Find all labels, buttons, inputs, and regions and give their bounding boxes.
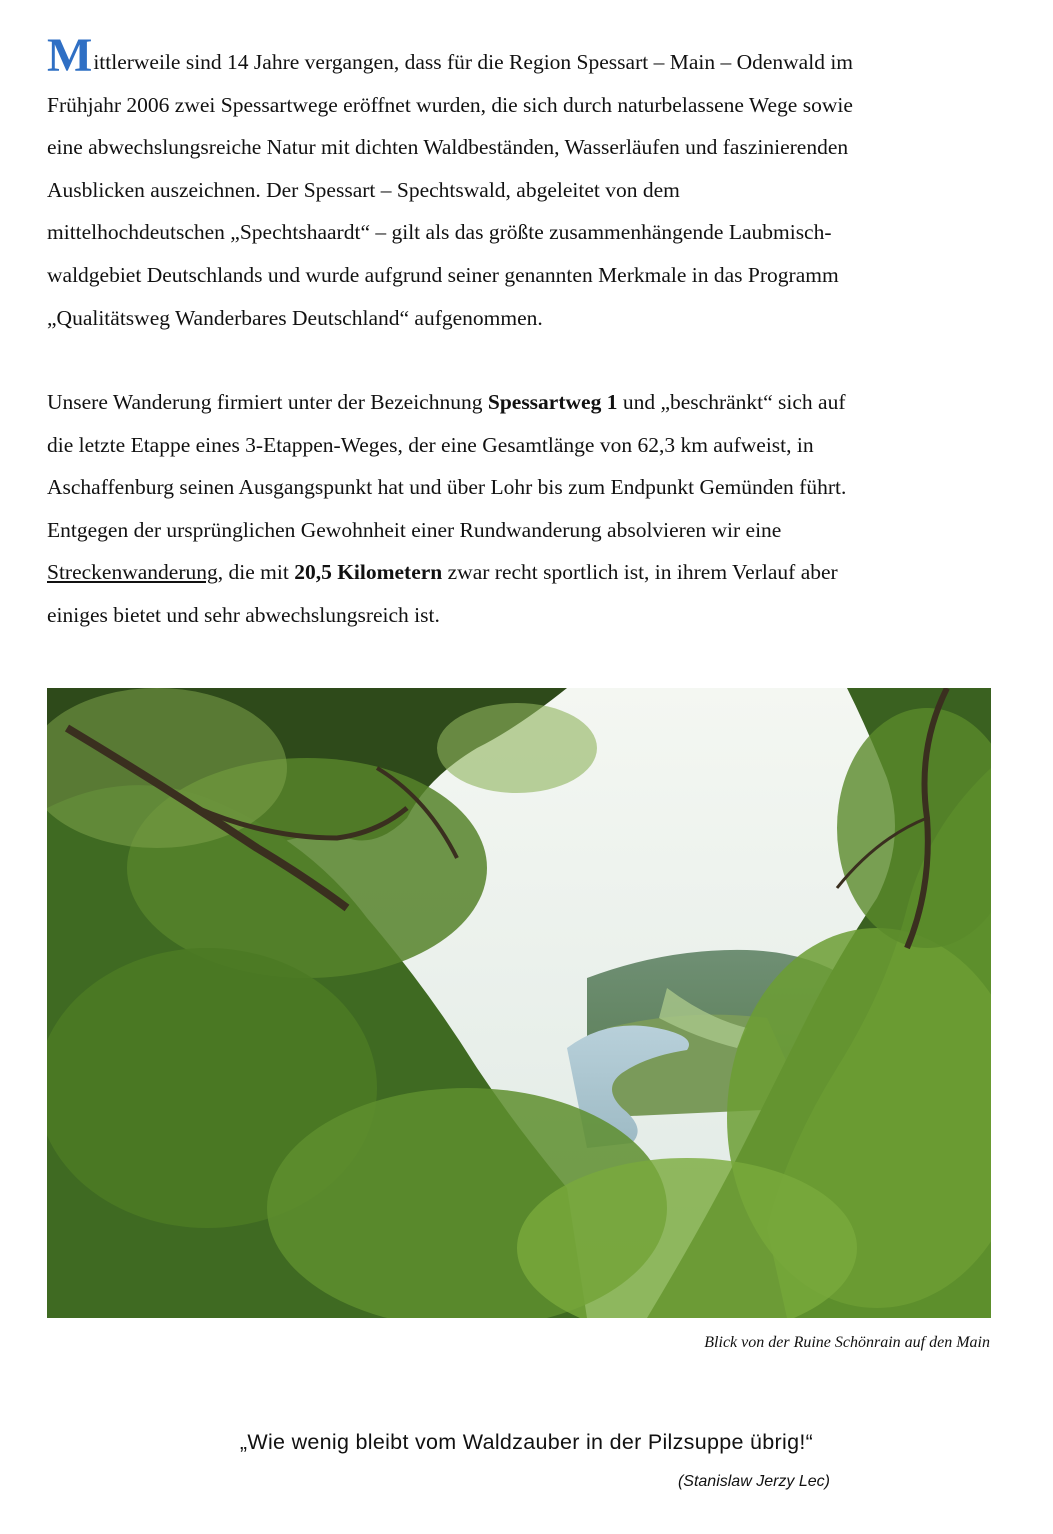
route-name: Spessartweg 1 — [487, 390, 618, 414]
quote-text: „Wie wenig bleibt vom Waldzauber in der Pilzsuppe übrig!“ — [239, 1430, 814, 1454]
route-line-4: Entgegen der ursprünglichen Gewohnheit einer Rundwanderung absolvieren wir eine — [47, 517, 782, 542]
intro-line-7: „Qualitätsweg Wanderbares Deutschland“ aufgenommen. — [47, 305, 543, 330]
route-line-1-end: und „beschränkt“ sich auf — [617, 390, 846, 414]
forest-river-illustration — [47, 688, 991, 1318]
intro-line-1 — [47, 29, 1007, 84]
route-line-3: Aschaffenburg seinen Ausgangspunkt hat und über Lohr bis zum Endpunkt Gemünden führt. — [47, 475, 847, 500]
intro-line-3: eine abwechslungsreiche Natur mit dichten Waldbeständen, Wasserläufen und faszinierenden — [47, 135, 849, 160]
route-line-5 — [47, 551, 1007, 594]
intro-line-4: Ausblicken auszeichnen. Der Spessart – Spechtswald, abgeleitet von dem — [47, 177, 680, 202]
route-paragraph — [47, 381, 1007, 637]
intro-line-2: Frühjahr 2006 zwei Spessartwege eröffnet wurden, die sich durch naturbelassene Wege sowie — [47, 92, 853, 117]
intro-line-6: waldgebiet Deutschlands und wurde aufgrund seiner genannten Merkmale in das Programm — [47, 262, 839, 287]
route-type: Streckenwanderung — [47, 560, 218, 585]
route-line-5-end: zwar recht sportlich ist, in ihrem Verlauf aber — [442, 560, 838, 585]
route-line-6: einiges bietet und sehr abwechslungsreich ist. — [47, 602, 440, 627]
drop-cap: M — [47, 29, 93, 82]
quote-author: (Stanislaw Jerzy Lec) — [677, 1473, 830, 1490]
forest-river-photo — [47, 688, 991, 1318]
photo-caption: Blick von der Ruine Schönrain auf den Main — [704, 1334, 990, 1351]
route-distance: 20,5 Kilometern — [294, 560, 443, 585]
route-line-5-mid: , die mit — [217, 560, 295, 585]
route-line-1-start: Unsere Wanderung firmiert unter der Bezeichnung — [47, 390, 488, 414]
route-line-1 — [47, 381, 1007, 424]
route-line-2: die letzte Etappe eines 3-Etappen-Weges, der eine Gesamtlänge von 62,3 km aufweist, in — [47, 432, 814, 457]
intro-paragraph — [47, 29, 1007, 339]
intro-line-1-text: ittlerweile sind 14 Jahre vergangen, dass für die Region Spessart – Main – Odenwald im — [93, 50, 854, 74]
intro-line-5: mittelhochdeutschen „Spechtshaardt“ – gilt als das größte zusammenhängende Laubmisch- — [47, 220, 832, 245]
